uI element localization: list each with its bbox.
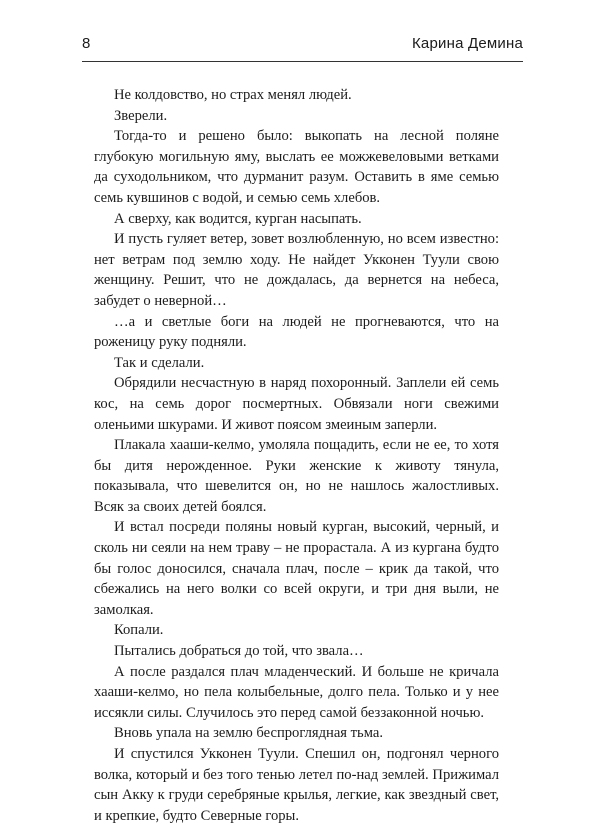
page-header [82,31,523,55]
paragraph: А сверху, как водится, курган насыпать. [114,210,362,227]
paragraph: И спустился Укконен Туули. Спешил он, подгонял черного волка, который и без того тенью летел по-над землей. Прижимал сын Акку к груди серебряные крылья, легкие, как звездный свет, и крепкие, будто Северные горы. [94,746,499,824]
header-rule [82,61,523,62]
paragraph: И пусть гуляет ветер, зовет возлюбленную, но всем известно: нет ветрам под землю ходу. Не найдет Укконен Туули свою женщину. Решит, что не дождалась, да вернется на небеса, забудет о неверной… [94,231,499,309]
paragraph: Так и сделали. [114,354,205,371]
running-title: Карина Демина [411,35,523,52]
paragraph: Обрядили несчастную в наряд похоронный. Заплели ей семь кос, на семь дорог посмертных. Обвязали ноги свежими оленьими шкурами. И живот поясом змеиным заперли. [94,375,499,433]
page-number: 8 [82,35,91,52]
paragraph: И встал посреди поляны новый курган, высокий, черный, и сколь ни сеяли на нем траву – не прорастала. А из кургана будто бы голос доносился, сначала плач, после – крик да такой, что сбежались на него волки со всей округи, и три дня выли, не замолкая. [94,519,499,618]
paragraph: Плакала хааши-келмо, умоляла пощадить, если не ее, то хотя бы дитя нерожденное. Руки женские к животу тянула, показывала, что шевелится он, но не нашлось жалостливых. Всяк за своих детей боялся. [94,437,499,515]
body-text [94,85,499,826]
paragraph: Вновь упала на землю беспроглядная тьма. [114,725,383,742]
paragraph: Не колдовство, но страх менял людей. [114,87,352,103]
paragraph: Пытались добраться до той, что звала… [114,643,364,660]
paragraph: Тогда-то и решено было: выкопать на лесной поляне глубокую могильную яму, выслать ее можжевеловыми ветками да суходольником, что дурманит разум. Оставить в яме семью семь кувшинов с водой, и семью семь хлебов. [94,128,499,206]
paragraph: Копали. [114,622,164,639]
paragraph: А после раздался плач младенческий. И больше не кричала хааши-келмо, но пела колыбельные, долго пела. Только и у нее иссякли силы. Случилось это перед самой беззаконной ночью. [94,663,499,721]
paragraph: Зверели. [114,107,168,124]
paragraph: …а и светлые боги на людей не прогневаются, что на роженицу руку подняли. [94,313,499,351]
